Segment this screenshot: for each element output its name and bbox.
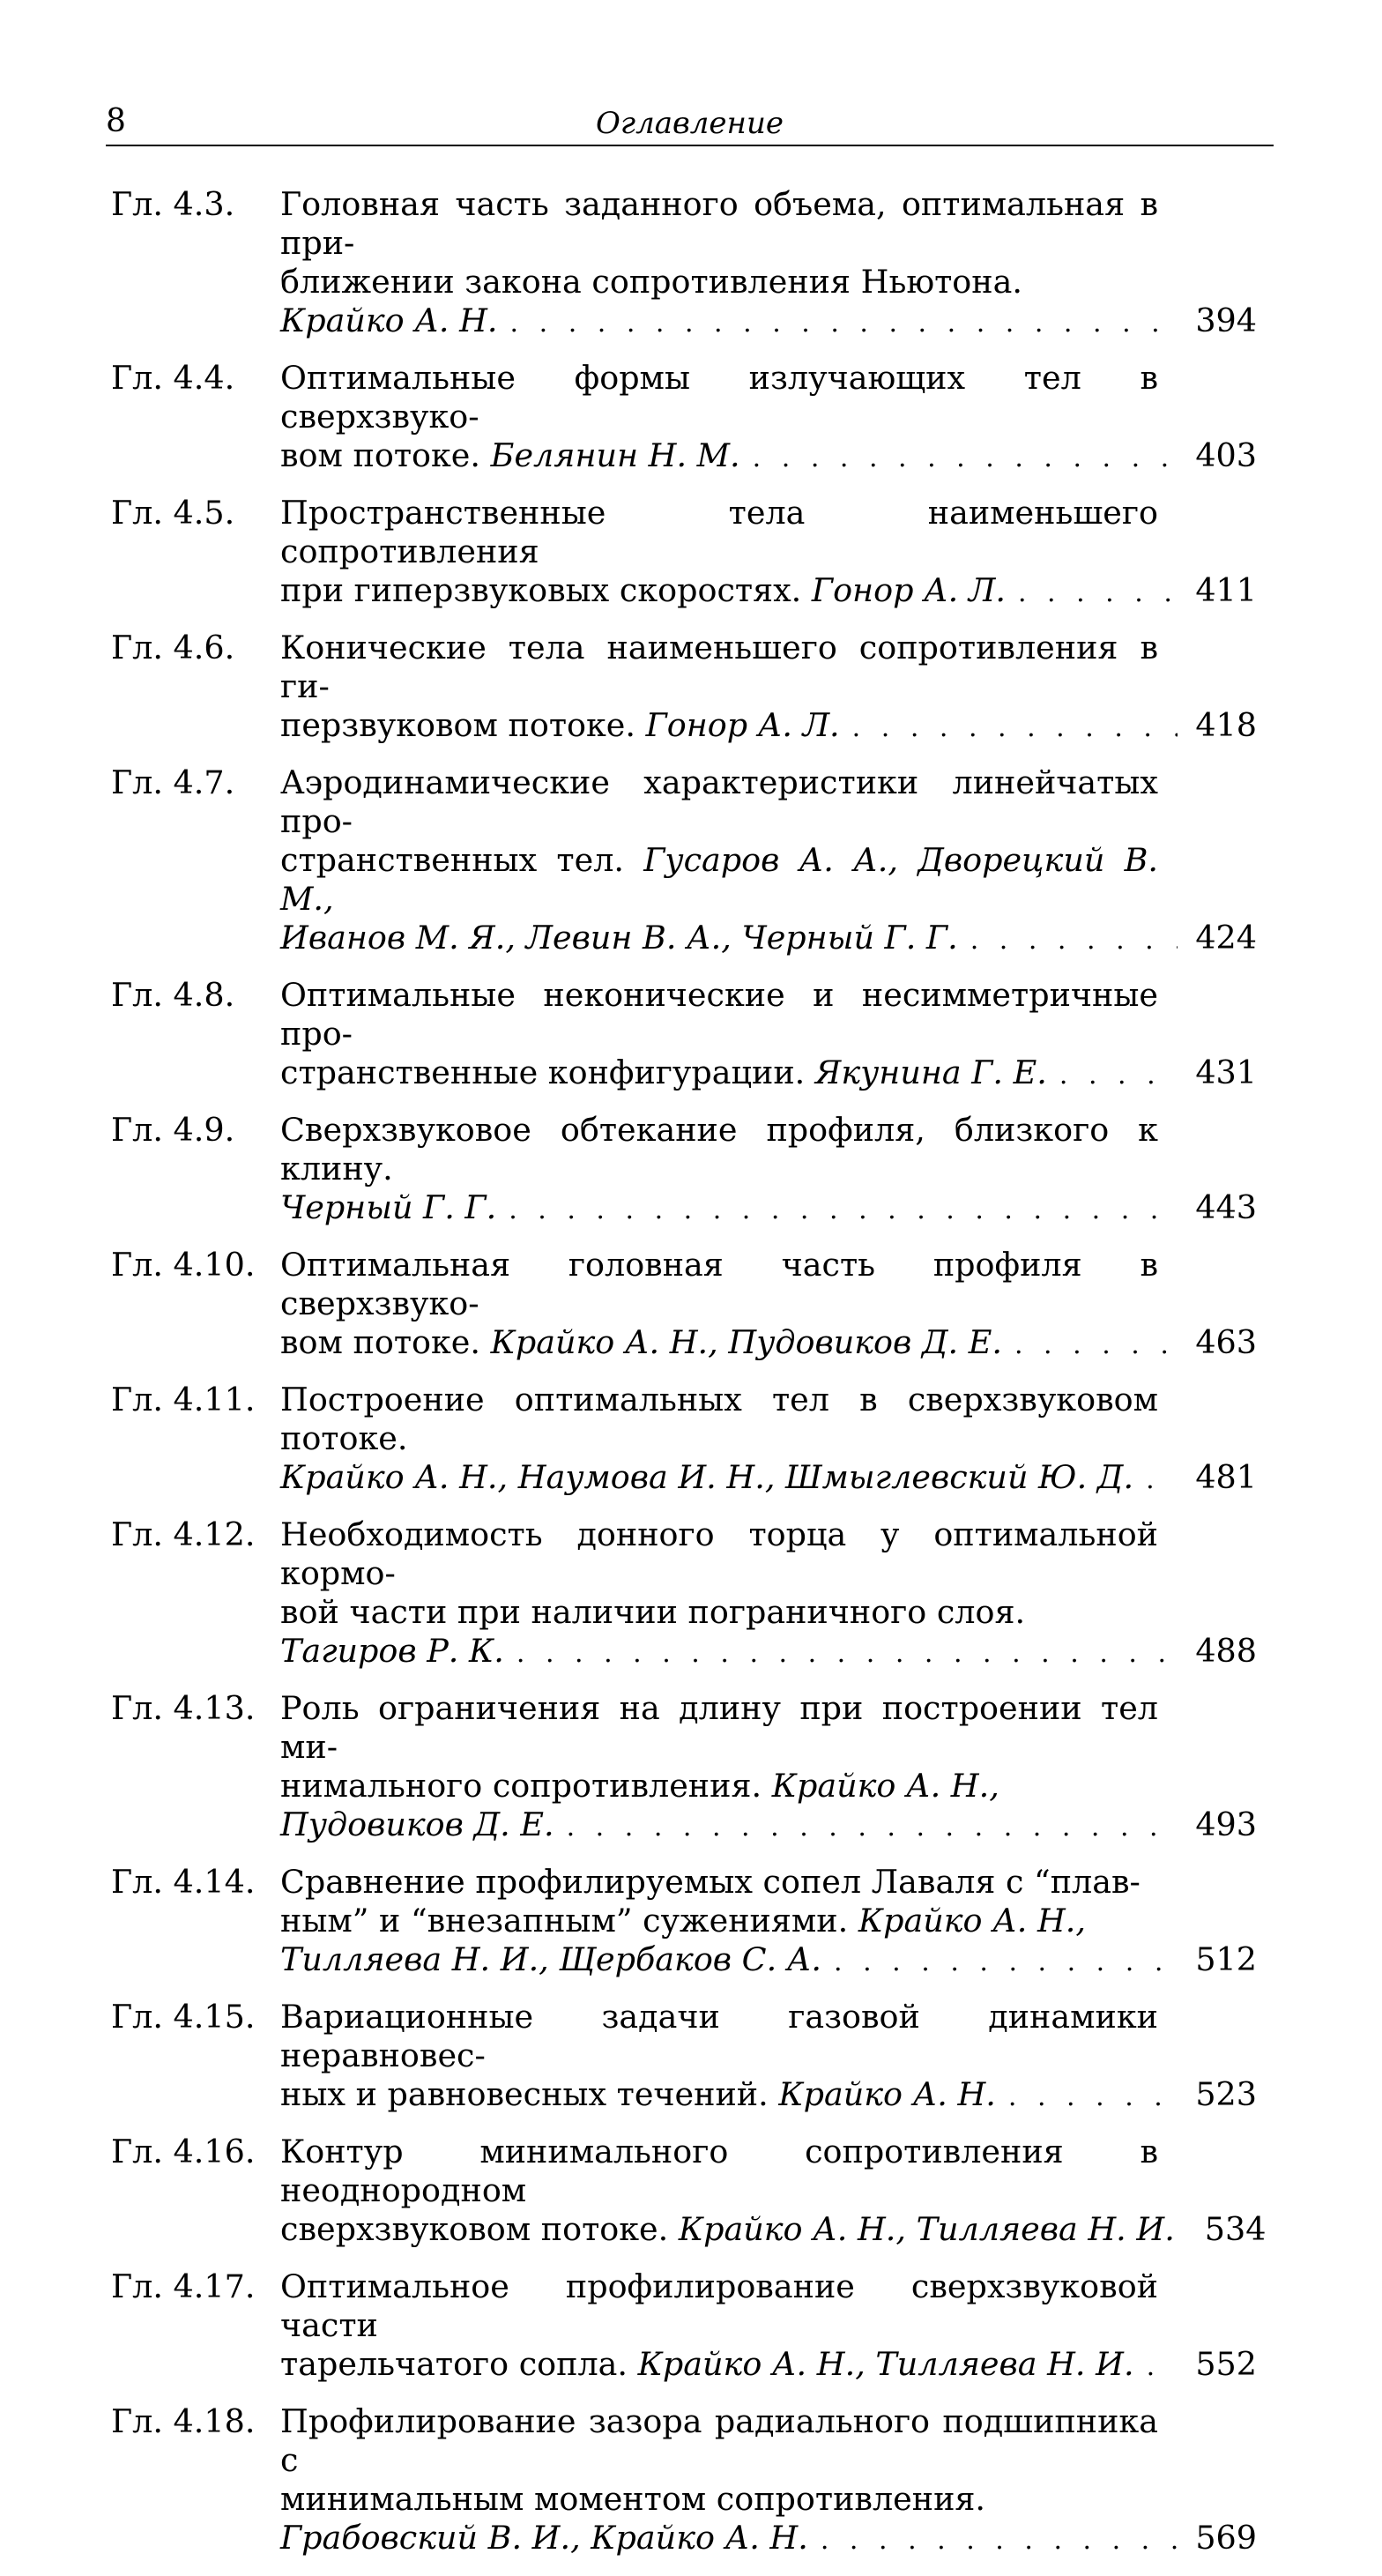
authors: Крайко А. Н., Пудовиков Д. Е. — [490, 1323, 1002, 1361]
title-text: вом потоке. — [280, 436, 481, 474]
authors: Пудовиков Д. Е. — [280, 1805, 554, 1843]
chapter-number: Гл. 4.13. — [111, 1689, 256, 1727]
title-line: Аэродинамические характеристики линейчатых про- — [280, 763, 1158, 840]
title-line: Профилирование зазора радиального подшипника с — [280, 2402, 1158, 2479]
leader-line — [280, 1805, 1257, 1847]
page-ref[interactable]: 569 — [1195, 2519, 1257, 2557]
chapter-number: Гл. 4.15. — [111, 1998, 256, 2036]
page-ref[interactable]: 411 — [1195, 571, 1257, 609]
toc-entry[interactable] — [111, 1381, 1257, 1500]
leader-line — [280, 1053, 1257, 1095]
dot-leader — [970, 921, 1178, 960]
page-number: 8 — [106, 103, 126, 139]
toc-entry[interactable] — [111, 359, 1257, 478]
title-line: Головная часть заданного объема, оптимальная в при- — [280, 185, 1158, 262]
title-line: Конические тела наименьшего сопротивления в ги- — [280, 629, 1158, 705]
leader-line — [280, 571, 1257, 613]
leader-line — [280, 1940, 1257, 1982]
title-text: тарельчатого сопла. — [280, 2345, 628, 2383]
authors: Якунина Г. Е. — [814, 1053, 1047, 1091]
title-text: перзвуковом потоке. — [280, 706, 636, 744]
chapter-number: Гл. 4.6. — [111, 629, 235, 666]
page-ref[interactable]: 418 — [1195, 706, 1257, 744]
chapter-title — [280, 1381, 1257, 1500]
title-text: при гиперзвуковых скоростях. — [280, 571, 802, 609]
toc-entry[interactable] — [111, 2267, 1257, 2386]
toc-entry[interactable] — [111, 976, 1257, 1095]
chapter-number: Гл. 4.12. — [111, 1515, 256, 1553]
title-line: Оптимальные формы излучающих тел в сверхзвуко- — [280, 359, 1158, 436]
authors: Тагиров Р. К. — [280, 1632, 504, 1670]
toc-entry[interactable] — [111, 1515, 1257, 1673]
authors: Тилляева Н. И., Щербаков С. А. — [280, 1940, 822, 1978]
toc-entry[interactable] — [111, 1689, 1257, 1847]
leader-line — [280, 1632, 1257, 1673]
chapter-number: Гл. 4.3. — [111, 185, 235, 223]
running-title: Оглавление — [596, 106, 784, 141]
table-of-contents — [111, 185, 1267, 2576]
authors: Крайко А. Н., Наумова И. Н., Шмыглевский Ю. Д. — [280, 1458, 1134, 1496]
title-line: Пространственные тела наименьшего сопротивления — [280, 494, 1158, 570]
title-line — [280, 841, 1158, 919]
dot-leader — [1059, 1056, 1178, 1095]
authors: Крайко А. Н., Тилляева Н. И. — [637, 2345, 1134, 2383]
title-line: Оптимальная головная часть профиля в сверхзвуко- — [280, 1246, 1158, 1322]
toc-entry[interactable] — [111, 763, 1257, 960]
toc-entry[interactable] — [111, 1998, 1257, 2117]
toc-entry[interactable] — [111, 1863, 1257, 1982]
title-line: Оптимальное профилирование сверхзвуковой части — [280, 2267, 1158, 2344]
toc-entry[interactable] — [111, 1246, 1257, 1365]
page-ref[interactable]: 403 — [1195, 436, 1257, 474]
chapter-number: Гл. 4.4. — [111, 359, 235, 397]
title-line — [280, 1767, 1158, 1805]
title-text: ных и равновесных течений. — [280, 2075, 769, 2113]
leader-line — [280, 1458, 1257, 1500]
title-line: Необходимость донного торца у оптимальной кормо- — [280, 1515, 1158, 1592]
dot-leader — [1014, 1326, 1178, 1365]
title-line: Сверхзвуковое обтекание профиля, близкого к клину. — [280, 1111, 1158, 1187]
title-line: ближении закона сопротивления Ньютона. — [280, 263, 1022, 301]
chapter-number: Гл. 4.17. — [111, 2267, 256, 2305]
leader-line — [280, 706, 1257, 748]
chapter-number: Гл. 4.10. — [111, 1246, 256, 1284]
chapter-title — [280, 2133, 1267, 2252]
chapter-title — [280, 1863, 1257, 1982]
title-line: минимальным моментом сопротивления. — [280, 2480, 986, 2518]
chapter-number: Гл. 4.16. — [111, 2133, 256, 2170]
toc-entry[interactable] — [111, 2402, 1257, 2560]
authors: Гонор А. Л. — [811, 571, 1006, 609]
authors: Крайко А. Н., — [858, 1902, 1086, 1939]
authors: Грабовский В. И., Крайко А. Н. — [280, 2519, 808, 2557]
toc-entry[interactable] — [111, 1111, 1257, 1230]
dot-leader — [753, 439, 1178, 478]
chapter-number: Гл. 4.18. — [111, 2402, 256, 2440]
chapter-title — [280, 1246, 1257, 1365]
title-line: Оптимальные неконические и несимметричные про- — [280, 976, 1158, 1053]
title-text: ным” и “внезапным” сужениями. — [280, 1902, 849, 1939]
chapter-number: Гл. 4.7. — [111, 763, 235, 801]
title-text: странственных тел. — [280, 841, 624, 879]
chapter-title — [280, 2267, 1257, 2386]
dot-leader — [821, 2521, 1178, 2560]
dot-leader — [852, 709, 1178, 748]
page-header — [106, 99, 1274, 146]
authors: Иванов М. Я., Левин В. А., Черный Г. Г. — [280, 919, 958, 957]
authors: Гусаров А. А., Дворецкий В. М., — [280, 841, 1158, 918]
chapter-title — [280, 629, 1257, 748]
title-line: Вариационные задачи газовой динамики неравновес- — [280, 1998, 1158, 2074]
authors: Крайко А. Н. — [280, 302, 498, 339]
title-line: вой части при наличии пограничного слоя. — [280, 1593, 1026, 1631]
leader-line — [280, 2519, 1257, 2560]
page-ref[interactable]: 523 — [1195, 2075, 1257, 2113]
title-line — [280, 1902, 1158, 1940]
page-ref[interactable]: 463 — [1195, 1323, 1257, 1361]
page-ref[interactable]: 394 — [1195, 302, 1257, 339]
page-ref[interactable]: 512 — [1195, 1940, 1257, 1978]
dot-leader — [567, 1808, 1178, 1847]
chapter-title — [280, 2402, 1257, 2560]
page-ref[interactable]: 443 — [1195, 1188, 1257, 1226]
title-line: Роль ограничения на длину при построении тел ми- — [280, 1689, 1158, 1766]
dot-leader — [834, 1943, 1178, 1982]
dot-leader — [1018, 574, 1178, 613]
leader-line — [280, 2075, 1257, 2117]
page-ref[interactable]: 552 — [1195, 2345, 1257, 2383]
chapter-number: Гл. 4.14. — [111, 1863, 256, 1901]
chapter-number: Гл. 4.11. — [111, 1381, 256, 1418]
chapter-number: Гл. 4.8. — [111, 976, 235, 1014]
chapter-title — [280, 1515, 1257, 1673]
leader-line — [280, 436, 1257, 478]
chapter-title — [280, 359, 1257, 478]
dot-leader — [1008, 2078, 1178, 2117]
chapter-number: Гл. 4.5. — [111, 494, 235, 532]
toc-entry[interactable] — [111, 2133, 1267, 2252]
leader-line — [280, 302, 1257, 343]
dot-leader — [1146, 1461, 1178, 1500]
leader-line — [280, 1323, 1257, 1365]
chapter-title — [280, 976, 1257, 1095]
dot-leader — [509, 1191, 1178, 1230]
title-text: вом потоке. — [280, 1323, 481, 1361]
toc-entry[interactable] — [111, 629, 1257, 748]
leader-line — [280, 2345, 1257, 2386]
authors: Крайко А. Н., — [771, 1767, 999, 1805]
page-ref[interactable]: 488 — [1195, 1632, 1257, 1670]
chapter-title — [280, 494, 1257, 613]
page-ref[interactable]: 481 — [1195, 1458, 1257, 1496]
page-ref[interactable]: 431 — [1195, 1053, 1257, 1091]
title-text: странственные конфигурации. — [280, 1053, 806, 1091]
title-text: нимального сопротивления. — [280, 1767, 762, 1805]
leader-line — [280, 2210, 1267, 2252]
title-text: сверхзвуковом потоке. — [280, 2210, 669, 2248]
dot-leader — [516, 1634, 1178, 1673]
chapter-title — [280, 1111, 1257, 1230]
chapter-title — [280, 1998, 1257, 2117]
title-line: Контур минимального сопротивления в неоднородном — [280, 2133, 1158, 2209]
page-ref[interactable]: 534 — [1204, 2210, 1267, 2248]
page-ref[interactable]: 424 — [1195, 919, 1257, 957]
chapter-title — [280, 763, 1257, 960]
dot-leader — [1147, 2348, 1178, 2386]
chapter-number: Гл. 4.9. — [111, 1111, 235, 1149]
authors: Крайко А. Н., Тилляева Н. И. — [678, 2210, 1175, 2248]
authors: Крайко А. Н. — [778, 2075, 996, 2113]
chapter-title — [280, 185, 1257, 343]
title-line: Построение оптимальных тел в сверхзвуковом потоке. — [280, 1381, 1158, 1457]
title-line: Сравнение профилируемых сопел Лаваля с “плав- — [280, 1863, 1141, 1901]
chapter-title — [280, 1689, 1257, 1847]
page-ref[interactable]: 493 — [1195, 1805, 1257, 1843]
authors: Белянин Н. М. — [490, 436, 740, 474]
toc-entry[interactable] — [111, 185, 1257, 343]
authors: Черный Г. Г. — [280, 1188, 497, 1226]
toc-entry[interactable] — [111, 494, 1257, 613]
leader-line — [280, 1188, 1257, 1230]
dot-leader — [510, 304, 1178, 343]
authors: Гонор А. Л. — [645, 706, 840, 744]
leader-line — [280, 919, 1257, 960]
